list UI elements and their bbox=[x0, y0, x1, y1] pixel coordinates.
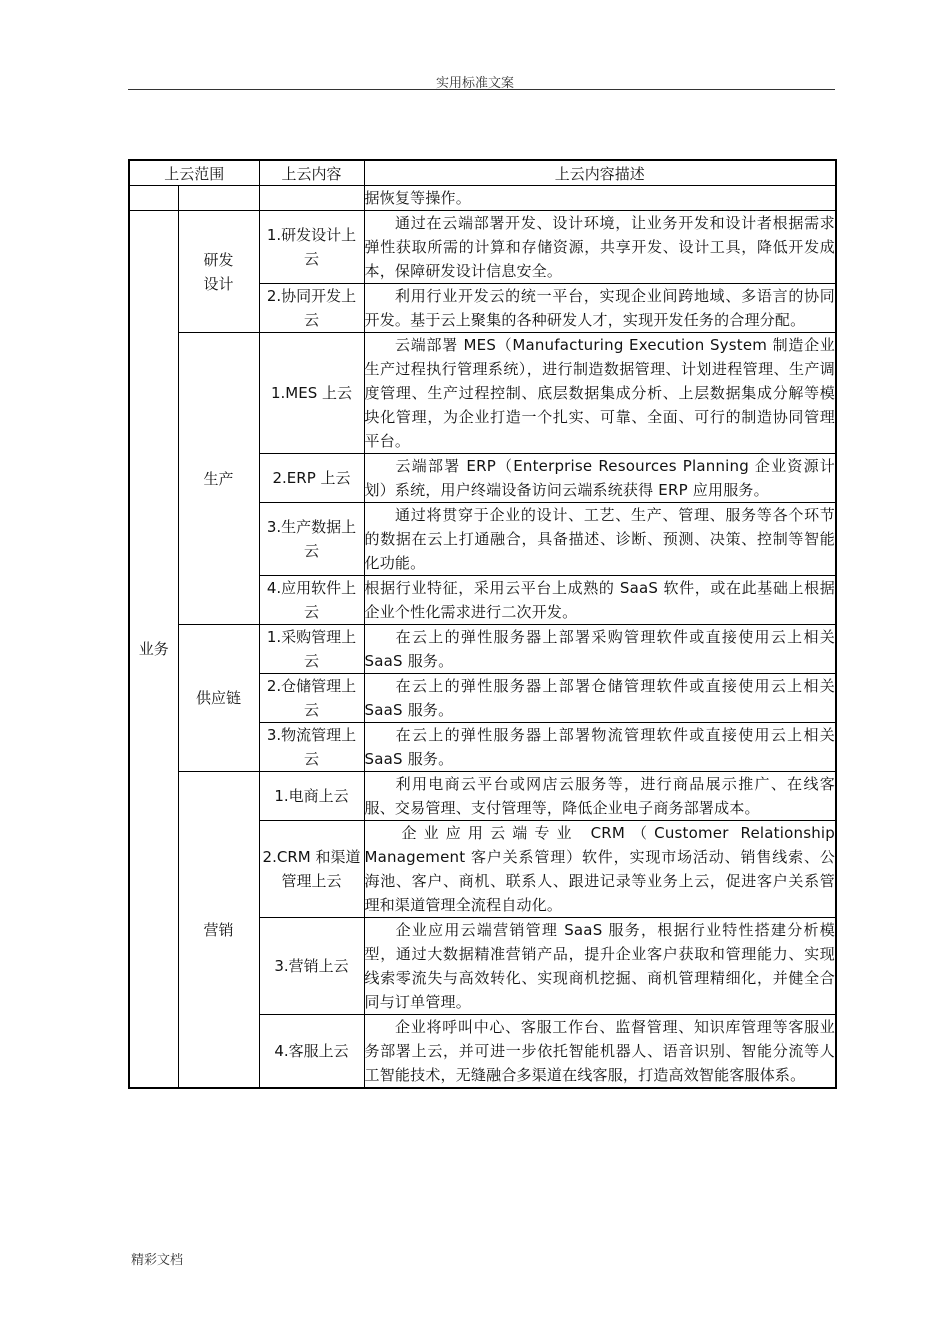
item-title-cell: 2.ERP 上云 bbox=[259, 454, 364, 503]
description-text: 通过将贯穿于企业的设计、工艺、生产、管理、服务等各个环节的数据在云上打通融合，具备描述、诊断、预测、决策、控制等智能化功能。 bbox=[364, 506, 836, 572]
description-text: 在云上的弹性服务器上部署仓储管理软件或直接使用云上相关 SaaS 服务。 bbox=[364, 677, 836, 719]
description-text: 企业应用云端专业 CRM（Customer Relationship Management 客户关系管理）软件，实现市场活动、销售线索、公海池、客户、商机、联系人、跟进记录等业务上云，促进客户关系管理和渠道管理全流程自动化。 bbox=[364, 824, 836, 914]
column-header-content: 上云内容 bbox=[259, 160, 364, 186]
description-text: 云端部署 ERP（Enterprise Resources Planning 企业资源计划）系统，用户终端设备访问云端系统获得 ERP 应用服务。 bbox=[364, 457, 836, 499]
item-title-cell: 2.CRM 和渠道管理上云 bbox=[259, 821, 364, 918]
item-description-cell bbox=[364, 211, 836, 284]
description-text: 在云上的弹性服务器上部署物流管理软件或直接使用云上相关 SaaS 服务。 bbox=[364, 726, 836, 768]
category-cell: 供应链 bbox=[178, 625, 259, 772]
category-cell: 研发 设计 bbox=[178, 211, 259, 333]
item-description-cell bbox=[364, 576, 836, 625]
empty-cell bbox=[178, 186, 259, 211]
table-row bbox=[129, 625, 836, 674]
description-text: 利用行业开发云的统一平台，实现企业间跨地域、多语言的协同开发。基于云上聚集的各种研发人才，实现开发任务的合理分配。 bbox=[364, 287, 836, 329]
description-text: 根据行业特征，采用云平台上成熟的 SaaS 软件，或在此基础上根据企业个性化需求进行二次开发。 bbox=[364, 579, 836, 621]
item-title-cell: 1.MES 上云 bbox=[259, 333, 364, 454]
item-title-cell: 2.协同开发上云 bbox=[259, 284, 364, 333]
item-description-cell bbox=[364, 284, 836, 333]
cloud-content-table bbox=[128, 159, 837, 1089]
item-description-cell bbox=[364, 503, 836, 576]
table-row bbox=[129, 211, 836, 284]
description-text: 企业将呼叫中心、客服工作台、监督管理、知识库管理等客服业务部署上云，并可进一步依托智能机器人、语音识别、智能分流等人工智能技术，无缝融合多渠道在线客服，打造高效智能客服体系。 bbox=[364, 1018, 836, 1084]
item-title-cell: 3.物流管理上云 bbox=[259, 723, 364, 772]
table-header-row bbox=[129, 160, 836, 186]
column-header-description: 上云内容描述 bbox=[364, 160, 836, 186]
header-rule bbox=[128, 89, 835, 90]
page-footer: 精彩文档 bbox=[131, 1253, 184, 1268]
continuation-row bbox=[129, 186, 836, 211]
item-title-cell: 3.生产数据上云 bbox=[259, 503, 364, 576]
description-text: 企业应用云端营销管理 SaaS 服务，根据行业特性搭建分析模型，通过大数据精准营销产品，提升企业客户获取和管理能力、实现线索零流失与高效转化、实现商机挖掘、商机管理精细化，并健全合同与订单管理。 bbox=[364, 921, 836, 1011]
empty-cell bbox=[259, 186, 364, 211]
item-description-cell bbox=[364, 821, 836, 918]
empty-cell bbox=[129, 186, 178, 211]
item-description-cell bbox=[364, 674, 836, 723]
item-description-cell bbox=[364, 1015, 836, 1089]
scope-cell: 业务 bbox=[129, 211, 178, 1089]
item-title-cell: 4.应用软件上云 bbox=[259, 576, 364, 625]
description-text: 通过在云端部署开发、设计环境，让业务开发和设计者根据需求弹性获取所需的计算和存储资源，共享开发、设计工具，降低开发成本，保障研发设计信息安全。 bbox=[364, 214, 836, 280]
description-text: 利用电商云平台或网店云服务等，进行商品展示推广、在线客服、交易管理、支付管理等，降低企业电子商务部署成本。 bbox=[364, 775, 836, 817]
item-description-cell bbox=[364, 723, 836, 772]
item-description-cell bbox=[364, 772, 836, 821]
item-title-cell: 2.仓储管理上云 bbox=[259, 674, 364, 723]
column-header-scope: 上云范围 bbox=[129, 160, 259, 186]
item-title-cell: 1.电商上云 bbox=[259, 772, 364, 821]
item-title-cell: 1.采购管理上云 bbox=[259, 625, 364, 674]
item-title-cell: 4.客服上云 bbox=[259, 1015, 364, 1089]
table-row bbox=[129, 772, 836, 821]
description-text: 云端部署 MES（Manufacturing Execution System 制造企业生产过程执行管理系统），进行制造数据管理、计划进程管理、生产调度管理、生产过程控制、底层数据集成分析、上层数据集成分解等模块化管理，为企业打造一个扎实、可靠、全面、可行的制造协同管理平台。 bbox=[364, 336, 836, 450]
item-title-cell: 3.营销上云 bbox=[259, 918, 364, 1015]
item-description-cell bbox=[364, 625, 836, 674]
category-cell: 生产 bbox=[178, 333, 259, 625]
category-cell: 营销 bbox=[178, 772, 259, 1089]
item-title-cell: 1.研发设计上云 bbox=[259, 211, 364, 284]
item-description-cell bbox=[364, 454, 836, 503]
page-header: 实用标准文案 bbox=[435, 76, 514, 91]
item-description-cell bbox=[364, 333, 836, 454]
description-text: 在云上的弹性服务器上部署采购管理软件或直接使用云上相关 SaaS 服务。 bbox=[364, 628, 836, 670]
item-description-cell bbox=[364, 918, 836, 1015]
table-row bbox=[129, 333, 836, 454]
continuation-text: 据恢复等操作。 bbox=[364, 186, 836, 211]
